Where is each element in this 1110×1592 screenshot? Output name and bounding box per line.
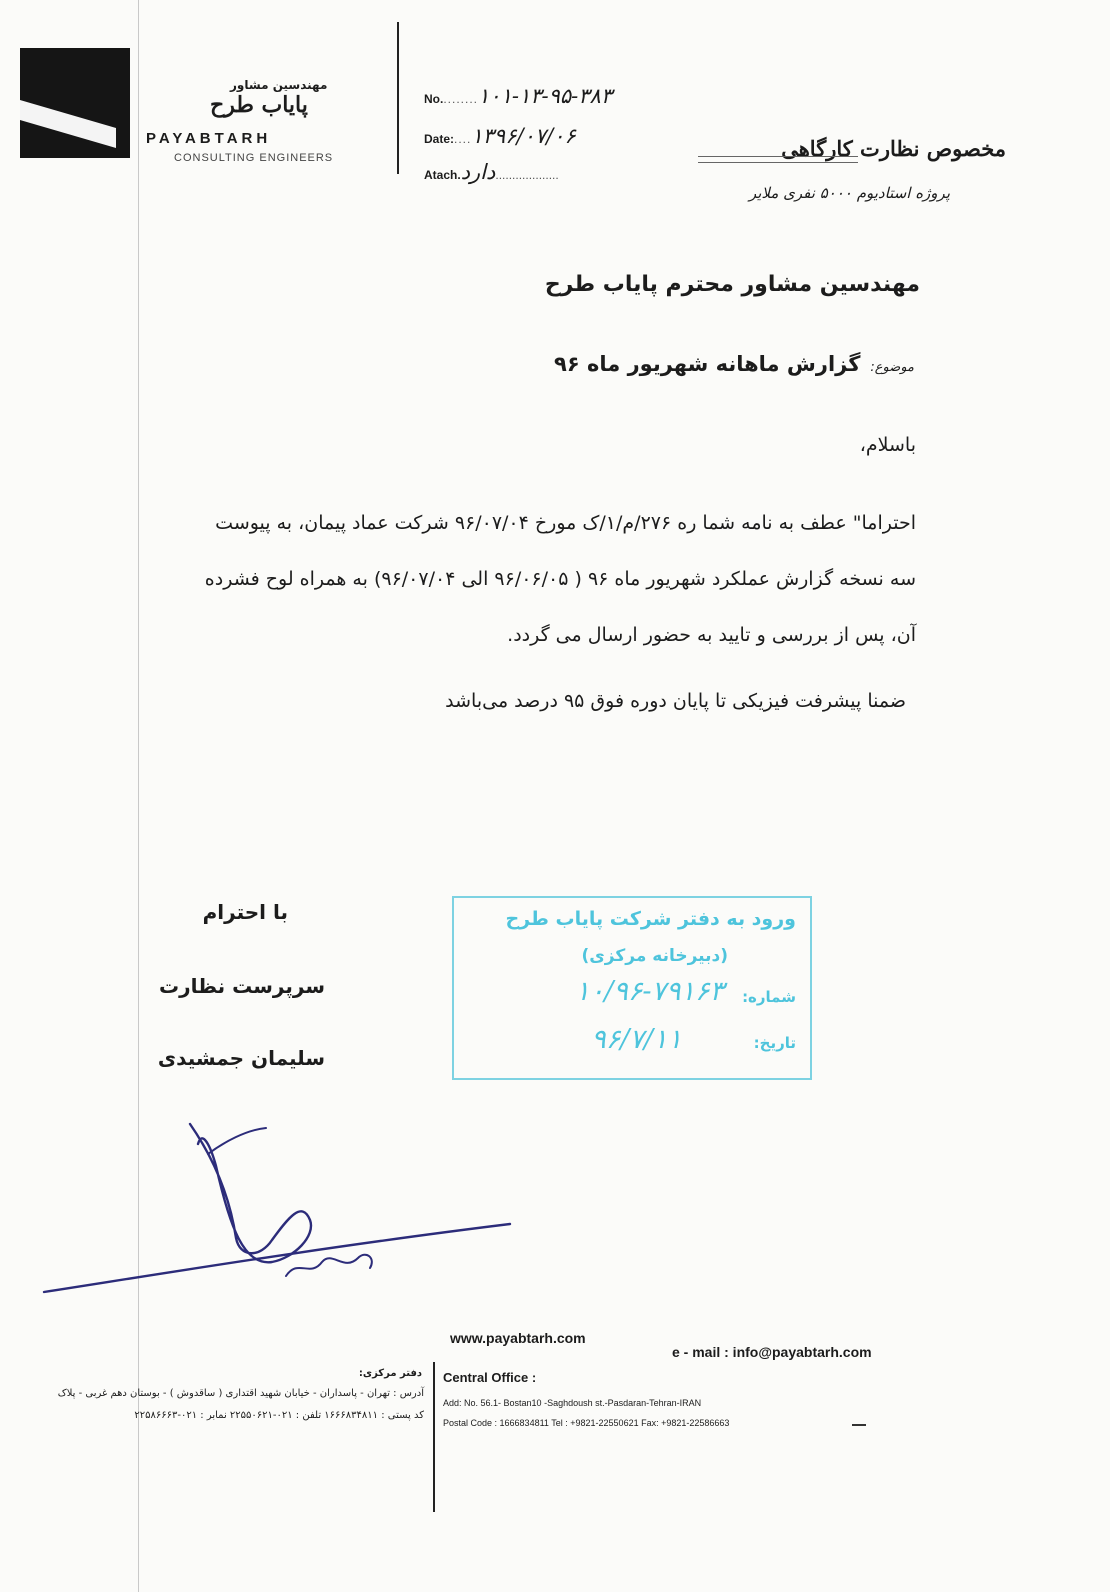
letter-attachment: Atach.دارد................... bbox=[424, 160, 559, 184]
signer-title: سرپرست نظارت bbox=[159, 974, 325, 998]
subject-text: گزارش ماهانه شهریور ماه ۹۶ bbox=[554, 352, 861, 376]
central-office-fa: دفتر مرکزی: bbox=[358, 1368, 422, 1379]
central-office-en: Central Office : bbox=[443, 1370, 537, 1385]
letter-number-label: No. bbox=[424, 92, 444, 106]
subject-line bbox=[554, 352, 914, 376]
stamp-date-label: تاریخ: bbox=[753, 1034, 796, 1052]
stamp-date-value: ۹۶/۷/۱۱ bbox=[591, 1024, 682, 1055]
firm-subtitle-en: CONSULTING ENGINEERS bbox=[174, 152, 334, 164]
email-link[interactable]: e - mail : info@payabtarh.com bbox=[672, 1344, 872, 1360]
letter-date-label: Date: bbox=[424, 132, 455, 146]
firm-name-en: PAYABTARH bbox=[146, 130, 272, 147]
stamp-number-value: ۱۰/۹۶-۷۹۱۶۳ bbox=[575, 976, 724, 1007]
stamp-number-label: شماره: bbox=[742, 988, 796, 1006]
body-line-1: احتراما" عطف به نامه شما ره ۲۷۶/م/۱/ک مورخ ۹۶/۰۷/۰۴ شرکت عماد پیمان، به پیوست bbox=[215, 512, 916, 534]
footer-dash bbox=[852, 1424, 866, 1426]
letterhead-divider bbox=[397, 22, 399, 174]
address-en: Add: No. 56.1- Bostan10 -Saghdoush st.-Pasdaran-Tehran-IRAN bbox=[443, 1398, 702, 1408]
letter-date: Date:....۱۳۹۶/۰۷/۰۶ bbox=[424, 124, 576, 148]
closing-regards: با احترام bbox=[202, 900, 288, 924]
letter-number: No.........۱۰۱-۱۳-۹۵-۳۸۳ bbox=[424, 84, 613, 108]
recipient: مهندسین مشاور محترم پایاب طرح bbox=[544, 272, 920, 297]
letter-date-value: ۱۳۹۶/۰۷/۰۶ bbox=[471, 124, 576, 148]
letter-number-value: ۱۰۱-۱۳-۹۵-۳۸۳ bbox=[478, 84, 613, 108]
attachment-value: دارد bbox=[460, 160, 496, 184]
stamp-line-2: (دبیرخانه مرکزی) bbox=[581, 946, 728, 966]
postal-en: Postal Code : 1666834811 Tel : +9821-22550621 Fax: +9821-22586663 bbox=[443, 1418, 730, 1428]
signer-name: سلیمان جمشیدی bbox=[157, 1046, 325, 1070]
received-stamp bbox=[452, 896, 812, 1080]
subject-label: موضوع: bbox=[870, 360, 914, 375]
stamp-line-1: ورود به دفتر شرکت پایاب طرح bbox=[505, 908, 796, 930]
firm-name-fa: پایاب طرح bbox=[210, 92, 308, 118]
firm-name-fa-small: مهندسین مشاور bbox=[230, 78, 328, 92]
signature bbox=[40, 1108, 540, 1302]
logo-mark bbox=[20, 48, 130, 158]
body-line-3: آن، پس از بررسی و تایید به حضور ارسال می گردد. bbox=[507, 624, 916, 646]
footer-divider bbox=[433, 1362, 435, 1512]
supervision-heading: مخصوص نظارت کارگاهی bbox=[781, 136, 1006, 161]
project-name: پروژه استادیوم ۵۰۰۰ نفری ملایر bbox=[748, 184, 950, 202]
heading-underline bbox=[698, 162, 858, 163]
attachment-label: Atach. bbox=[424, 168, 461, 182]
greeting: باسلام، bbox=[859, 434, 916, 456]
body-line-4: ضمنا پیشرفت فیزیکی تا پایان دوره فوق ۹۵ درصد می‌باشد bbox=[445, 690, 906, 712]
heading-underline bbox=[698, 156, 858, 157]
website-link[interactable]: www.payabtarh.com bbox=[450, 1330, 586, 1346]
postal-fa: کد پستی : ۱۶۶۶۸۳۴۸۱۱ تلفن : ۰۲۱-۲۲۵۵۰۶۲۱ نمابر : ۰۲۱-۲۲۵۸۶۶۶۳ bbox=[134, 1410, 424, 1421]
address-fa: آدرس : تهران - پاسداران - خیابان شهید اقتداری ( ساقدوش ) - بوستان دهم غربی - پلاک bbox=[57, 1388, 424, 1399]
body-line-2: سه نسخه گزارش عملکرد شهریور ماه ۹۶ ( ۹۶/۰۶/۰۵ الی ۹۶/۰۷/۰۴) به همراه لوح فشرده bbox=[204, 568, 916, 590]
paper-fold-line bbox=[138, 0, 139, 1592]
